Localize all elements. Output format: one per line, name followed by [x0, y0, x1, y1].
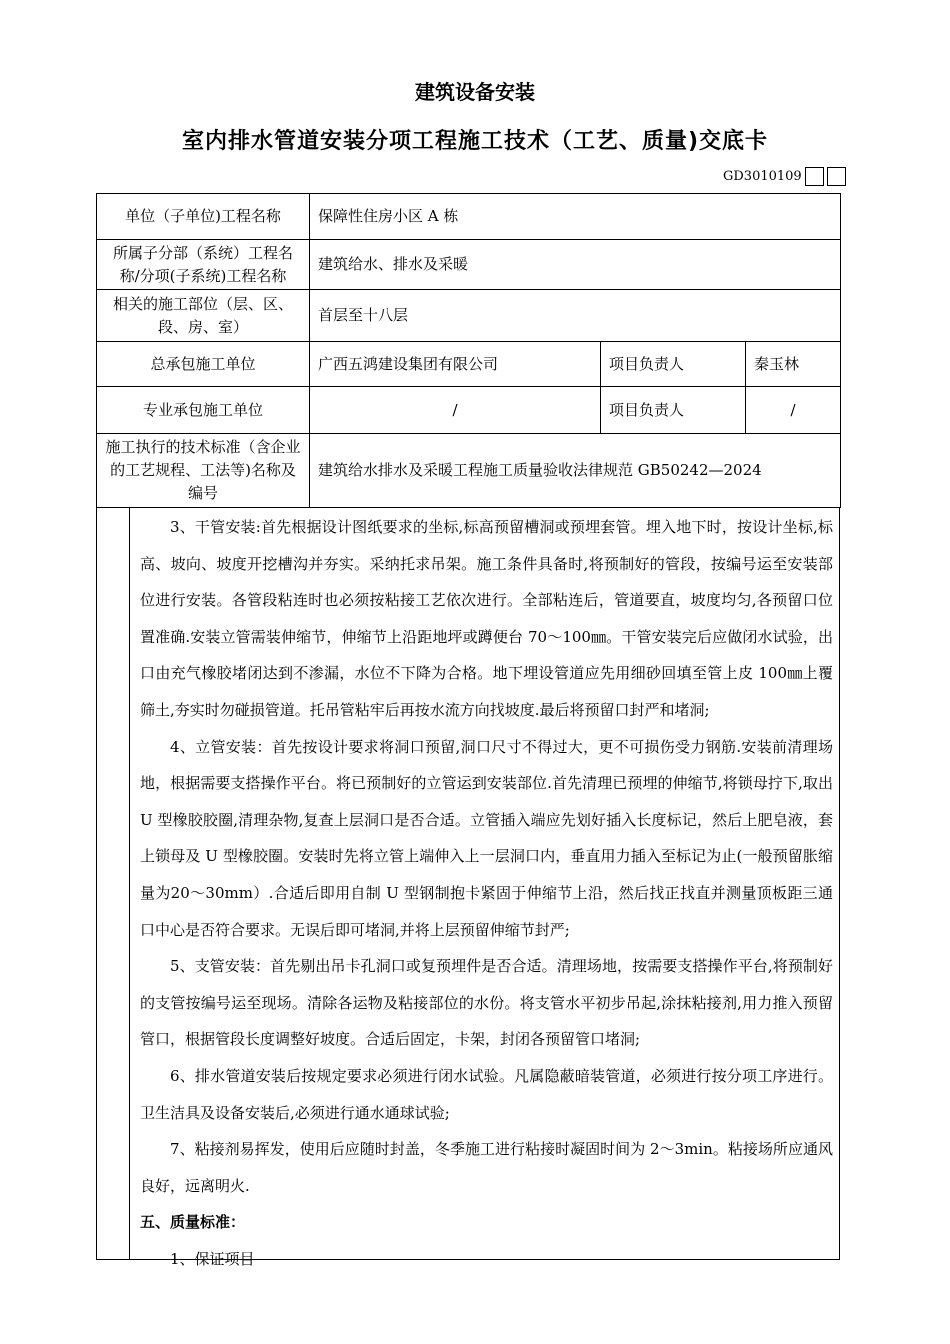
part-label: 相关的施工部位（层、区、段、房、室） [97, 290, 310, 342]
content-column [129, 507, 839, 1268]
code-box-1 [805, 167, 824, 186]
doc-category-title: 建筑设备安装 [415, 80, 535, 104]
paragraph-adhesive: 7、粘接剂易挥发，使用后应随时封盖，冬季施工进行粘接时凝固时间为 2～3min。粘接场所应通风良好，远离明火. [140, 1140, 833, 1195]
std-label: 施工执行的技术标准（含企业的工艺规程、工法等)名称及编号 [97, 434, 310, 508]
pm-value: 秦玉林 [746, 342, 841, 387]
sub-value: 建筑给水、排水及采暖 [310, 240, 841, 290]
content-box [96, 507, 840, 1268]
paragraph-riser: 4、立管安装：首先按设计要求将洞口预留,洞口尺寸不得过大，更不可损伤受力钢筋.安装前清理场地，根据需要支搭操作平台。将已预制好的立管运到安装部位.首先清理已预埋的伸缩节,将锁母拧下,取出U 型橡胶胶圈,清理杂物,复查上层洞口是否合适。立管插入端应先划好插入长度标记，然后上肥皂液，套上锁母及 U 型橡胶圈。安装时先将立管上端伸入上一层洞口内，垂直用力插入至标记为止(一般预留胀缩量为20～30mm）.合适后即用自制 U 型钢制抱卡紧固于伸缩节上沿，然后找正找直并测量顶板距三通口中心是否符合要求。无误后即可堵洞,并将上层预留伸缩节封严; [140, 737, 833, 939]
paragraph-test: 6、排水管道安装后按规定要求必须进行闭水试验。凡属隐蔽暗装管道，必须进行按分项工序进行。卫生洁具及设备安装后,必须进行通水通球试验; [140, 1066, 833, 1122]
pm2-label: 项目负责人 [601, 387, 746, 434]
code-box-2 [827, 167, 846, 186]
general-value: 广西五鸿建设集团有限公司 [310, 342, 601, 387]
doc-code-text: GD3010109 [723, 169, 802, 184]
std-value: 建筑给水排水及采暖工程施工质量验收法律规范 GB50242—2024 [310, 434, 841, 508]
doc-code [723, 167, 846, 186]
part-value: 首层至十八层 [310, 290, 841, 342]
general-label: 总承包施工单位 [97, 342, 310, 387]
paragraph-guarantee: 1、保证项目 [170, 1249, 255, 1268]
special-value: / [310, 387, 601, 434]
sub-label: 所属子分部（系统）工程名称/分项(子系统)工程名称 [97, 240, 310, 290]
paragraph-branch: 5、支管安装：首先剔出吊卡孔洞口或复预埋件是否合适。清理场地，按需要支搭操作平台,将预制好的支管按编号运至现场。清除各运物及粘接部位的水份。将支管水平初步吊起,涂抹粘接剂,用力推入预留管口，根据管段长度调整好坡度。合适后固定，卡架，封闭各预留管口堵洞; [140, 957, 833, 1049]
section-title: 五、质量标准： [140, 1213, 246, 1232]
unit-value: 保障性住房小区 A 栋 [310, 194, 841, 240]
unit-label: 单位（子单位)工程名称 [97, 194, 310, 240]
special-label: 专业承包施工单位 [97, 387, 310, 434]
paragraph-main-pipe: 3、干管安装:首先根据设计图纸要求的坐标,标高预留槽洞或预埋套管。埋入地下时，按设计坐标,标高、坡向、坡度开挖槽沟并夯实。采纳托求吊架。施工条件具备时,将预制好的管段，按编号运至安装部位进行安装。各管段粘连时也必须按粘接工艺依次进行。全部粘连后，管道要直，坡度均匀,各预留口位置准确.安装立管需装伸缩节，伸缩节上沿距地坪或蹲便台 70～100㎜。干管安装完后应做闭水试验，出口由充气橡胶堵闭达到不渗漏，水位不下降为合格。地下埋设管道应先用细砂回填至管上皮 100㎜上覆筛土,夯实时勿碰损管道。托吊管粘牢后再按水流方向找坡度.最后将预留口封严和堵洞; [140, 518, 833, 719]
pm-label: 项目负责人 [601, 342, 746, 387]
content-text [140, 509, 833, 1277]
info-table [96, 193, 841, 508]
pm2-value: / [746, 387, 841, 434]
doc-main-title: 室内排水管道安装分项工程施工技术（工艺、质量)交底卡 [181, 129, 769, 154]
